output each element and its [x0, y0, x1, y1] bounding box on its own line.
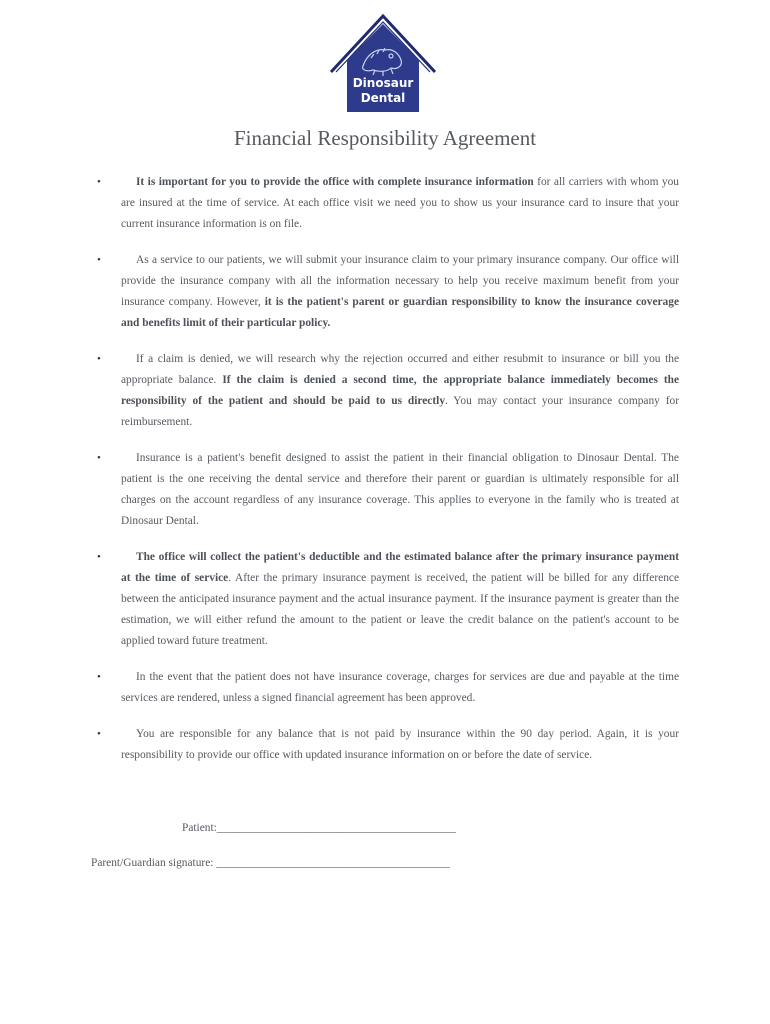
list-item — [97, 547, 680, 652]
item-3-text — [121, 349, 679, 433]
list-item — [97, 667, 679, 709]
patient-signature-line[interactable]: Patient:__________________________________________ — [182, 822, 457, 834]
dinosaur-dental-logo — [327, 14, 439, 114]
bullet: • — [97, 176, 101, 188]
item-3-bold: If the claim is denied a second time, the appropriate balance immediately becomes the responsibility of the patient and should be paid to us directly — [121, 374, 680, 407]
bullet: • — [97, 353, 101, 365]
list-item — [97, 172, 679, 235]
bullet: • — [97, 728, 101, 740]
item-1-text — [121, 172, 679, 235]
bullet: • — [97, 452, 101, 464]
bullet: • — [97, 671, 101, 683]
item-6-text: In the event that the patient does not have insurance coverage, charges for services are due and payable at the time services are rendered, unless a signed financial agreement has been approved. — [121, 671, 679, 704]
item-5-bold: The office will collect the patient's deductible and the estimated balance after the primary insurance payment at the time of service — [121, 551, 679, 584]
item-2-text — [121, 250, 679, 334]
item-1-bold: It is important for you to provide the office with complete insurance information — [136, 176, 534, 188]
item-5-text — [121, 547, 679, 652]
item-4-text: Insurance is a patient's benefit designed to assist the patient in their financial obligation to Dinosaur Dental. The patient is the one receiving the dental service and therefore their parent or guardian is ultimately responsible for all charges on the account regardless of any insurance coverage. This applies to everyone in the family who is treated at Dinosaur Dental. — [121, 452, 679, 527]
logo-line2: Dental — [360, 91, 406, 105]
bullet: • — [97, 551, 101, 563]
item-1-body: for all carriers with whom you are insured at the time of service. At each office visit we need you to show us your insurance card to insure that your current insurance information is on file. — [121, 176, 679, 230]
page-title: Financial Responsibility Agreement — [233, 126, 537, 150]
item-5-body: . After the primary insurance payment is received, the patient will be billed for any difference between the anticipated insurance payment and the actual insurance payment. If the insurance payment is greater than the estimation, we will either refund the amount to the patient or leave the credit balance on the patient's account to be applied toward future treatment. — [121, 572, 680, 647]
bullet: • — [97, 254, 101, 266]
list-item — [97, 349, 680, 433]
dinosaur-house-logo-icon — [327, 14, 439, 114]
parent-guardian-signature-line[interactable]: Parent/Guardian signature: _________________________________________ — [91, 857, 450, 869]
logo-line1: Dinosaur — [352, 76, 414, 90]
list-item — [97, 724, 679, 766]
agreement-list — [0, 172, 770, 781]
list-item — [97, 448, 679, 532]
item-3-body: If a claim is denied, we will research why the rejection occurred and either resubmit to insurance or bill you the appropriate balance. — [121, 353, 679, 386]
item-7-text: You are responsible for any balance that is not paid by insurance within the 90 day period. Again, it is your responsibility to provide our office with updated insurance information on or before the date of service. — [121, 728, 679, 761]
list-item — [97, 250, 680, 334]
item-2-body: As a service to our patients, we will submit your insurance claim to your primary insurance company. Our office will provide the insurance company with all the information necessary to help you receive maximum benefit from your insurance company. However, — [121, 254, 679, 308]
item-3-body-after: . You may contact your insurance company for reimbursement. — [121, 395, 679, 428]
item-2-bold: it is the patient's parent or guardian responsibility to know the insurance coverage and benefits limit of their particular policy. — [121, 296, 680, 329]
